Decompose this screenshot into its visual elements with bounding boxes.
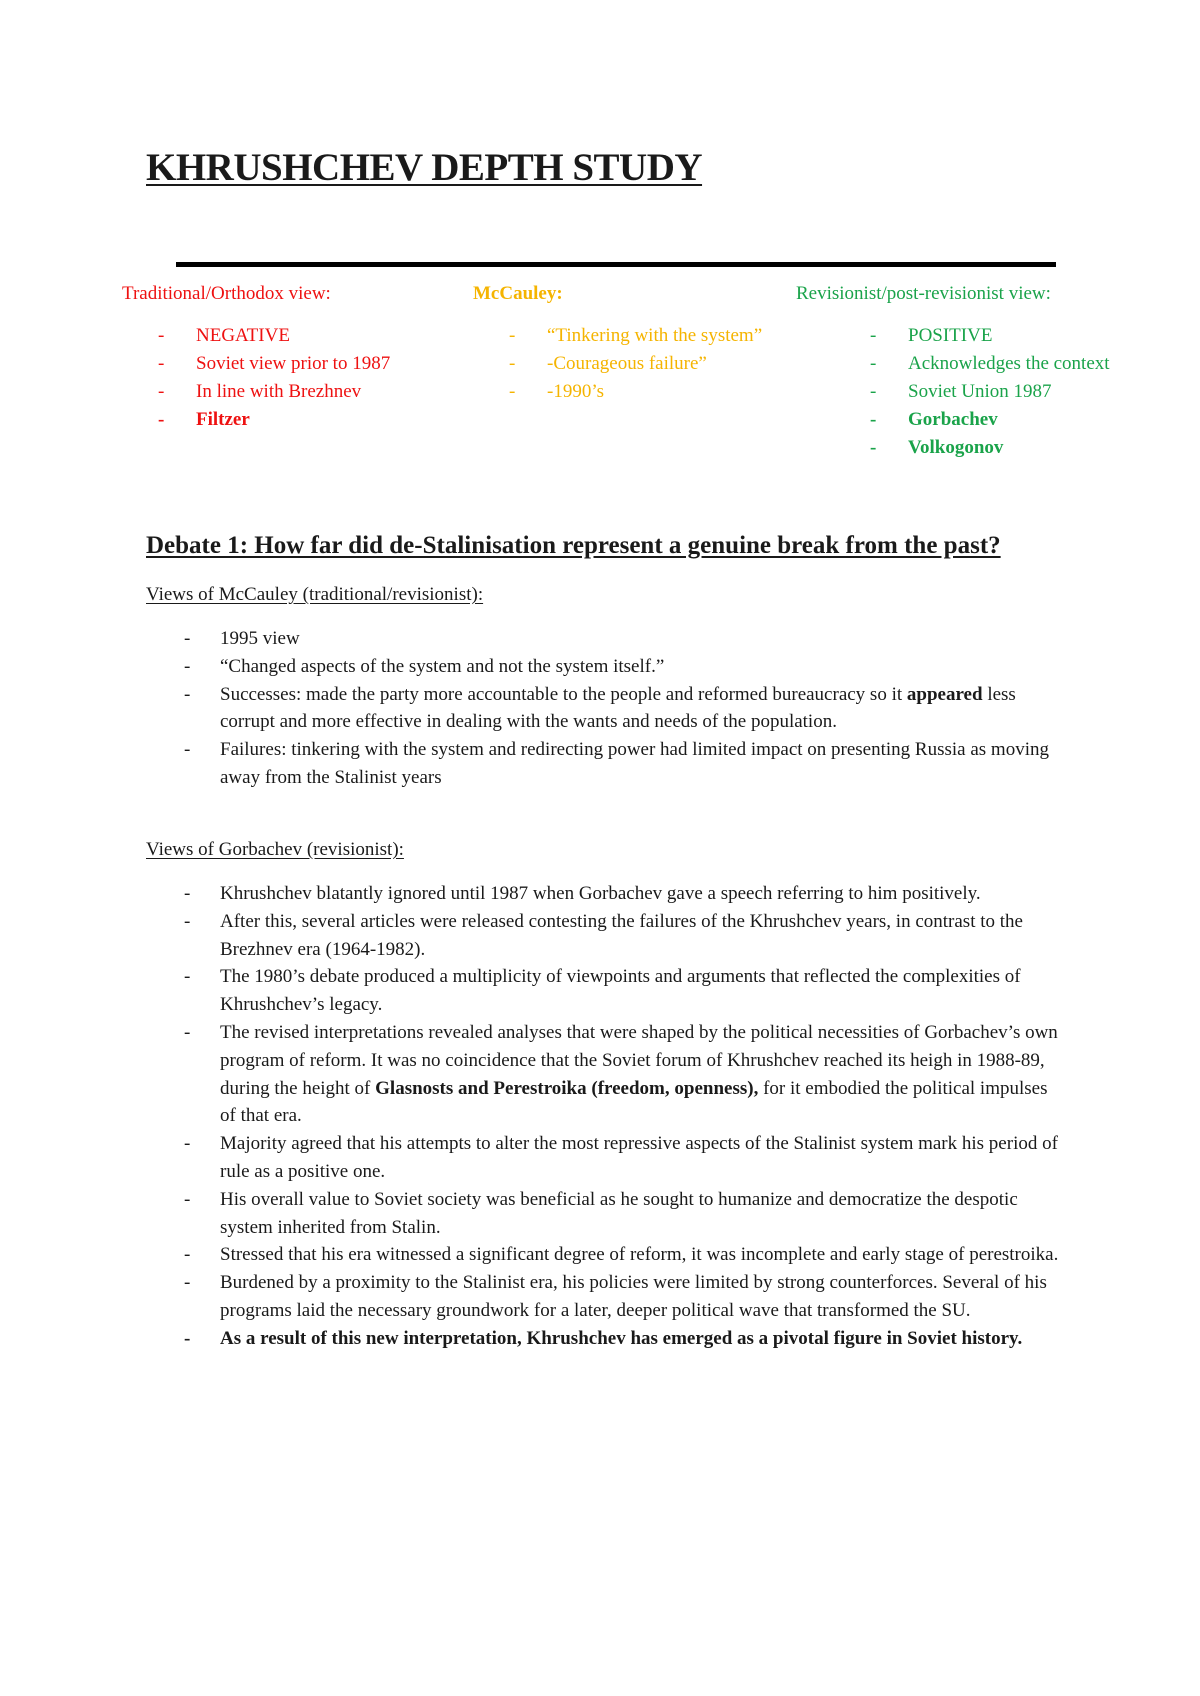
list-item: - Stressed that his era witnessed a significant degree of reform, it was incomplete and early stage of perestroika. — [146, 1241, 1066, 1269]
text-span: The revised interpretations revealed analyses that were shaped by the political necessities of Gorbachev’s own program of reform. It was no coincidence that the Soviet forum of Khrushchev reached its heigh in 1988-89, during the height of — [220, 1021, 1058, 1099]
list-item: - 1995 view — [146, 625, 1066, 653]
traditional-view-heading: Traditional/Orthodox view: — [122, 283, 331, 304]
text-span: for it embodied the political impulses of that era. — [220, 1077, 1048, 1127]
list-item — [146, 681, 1066, 737]
bold-text: appeared — [906, 683, 983, 705]
revisionist-view-list — [870, 322, 1126, 462]
gorbachev-section-heading: Views of Gorbachev (revisionist): — [146, 839, 404, 860]
list-item: - Gorbachev — [870, 406, 1126, 434]
mccauley-view-heading: McCauley: — [473, 283, 563, 304]
list-item: - POSITIVE — [870, 322, 1126, 350]
mccauley-section-heading: Views of McCauley (traditional/revisionist): — [146, 584, 484, 605]
list-item: - -Courageous failure” — [509, 350, 773, 378]
traditional-view-list — [158, 322, 412, 434]
list-item: - Majority agreed that his attempts to alter the most repressive aspects of the Stalinist system mark his period of rule as a positive one. — [146, 1130, 1066, 1186]
horizontal-divider — [176, 262, 1056, 267]
revisionist-view-heading: Revisionist/post-revisionist view: — [796, 283, 1051, 304]
list-item: - -1990’s — [509, 378, 773, 406]
list-item: - Acknowledges the context — [870, 350, 1126, 378]
text-span: Successes: made the party more accountable to the people and reformed bureaucracy so it — [220, 683, 907, 705]
list-item: - The 1980’s debate produced a multiplicity of viewpoints and arguments that reflected the complexities of Khrushchev’s legacy. — [146, 963, 1066, 1019]
mccauley-view-column — [473, 280, 773, 406]
list-item: - Khrushchev blatantly ignored until 1987 when Gorbachev gave a speech referring to him positively. — [146, 880, 1066, 908]
list-item: - As a result of this new interpretation, Khrushchev has emerged as a pivotal figure in Soviet history. — [146, 1325, 1066, 1353]
list-item: - “Changed aspects of the system and not the system itself.” — [146, 653, 1066, 681]
list-item: - After this, several articles were released contesting the failures of the Khrushchev years, in contrast to the Brezhnev era (1964-1982). — [146, 908, 1066, 964]
list-item: - NEGATIVE — [158, 322, 412, 350]
list-item: - In line with Brezhnev — [158, 378, 412, 406]
bold-text: Glasnosts and Perestroika (freedom, openness), — [375, 1077, 759, 1099]
list-item: - His overall value to Soviet society was beneficial as he sought to humanize and democratize the despotic system inherited from Stalin. — [146, 1186, 1066, 1242]
text-span: less corrupt and more effective in dealing with the wants and needs of the population. — [220, 683, 1016, 733]
gorbachev-section-list — [146, 880, 1066, 1353]
list-item: - Soviet view prior to 1987 — [158, 350, 412, 378]
list-item: - Soviet Union 1987 — [870, 378, 1126, 406]
mccauley-section-list — [146, 625, 1066, 792]
list-item: - Volkogonov — [870, 434, 1126, 462]
list-item — [146, 1019, 1066, 1130]
mccauley-view-list — [509, 322, 773, 406]
list-item: - Failures: tinkering with the system and redirecting power had limited impact on presenting Russia as moving away from the Stalinist years — [146, 736, 1066, 792]
revisionist-view-column — [796, 280, 1126, 462]
traditional-view-column — [122, 280, 412, 434]
list-item: - Burdened by a proximity to the Stalinist era, his policies were limited by strong counterforces. Several of his programs laid the necessary groundwork for a later, deeper political wave that transformed the SU. — [146, 1269, 1066, 1325]
document-title: KHRUSHCHEV DEPTH STUDY — [146, 146, 703, 189]
list-item: - Filtzer — [158, 406, 412, 434]
list-item: - “Tinkering with the system” — [509, 322, 773, 350]
debate-heading: Debate 1: How far did de-Stalinisation represent a genuine break from the past? — [146, 532, 1001, 559]
